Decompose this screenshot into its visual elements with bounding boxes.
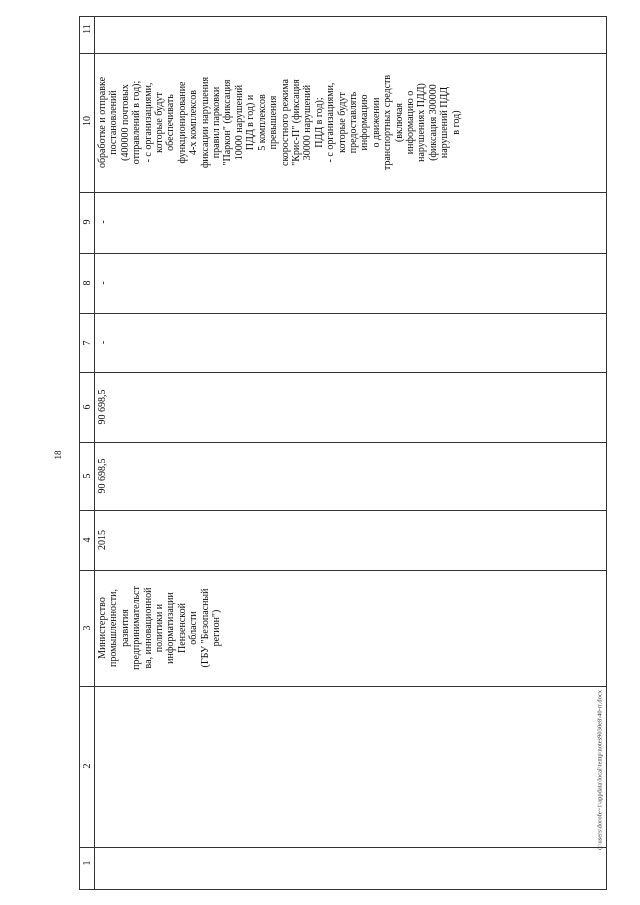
col10-text-line: - с организациями, xyxy=(142,82,154,163)
col10-text-line: в год) xyxy=(450,110,462,135)
col10-text-line: фиксации нарушения xyxy=(199,76,211,169)
cell-col11 xyxy=(95,17,607,53)
col10-text-line: нарушениях ПДД) xyxy=(416,83,428,162)
col10-text-line: (фиксация 300000 xyxy=(427,84,439,161)
cell-col8: - xyxy=(98,281,109,285)
col10-text-line: превышения xyxy=(268,95,280,150)
col10-text-line: правил парковки xyxy=(211,86,223,159)
col10-text-line: - с организациями, xyxy=(325,82,337,163)
col10-text-line: информацию о xyxy=(404,90,416,155)
col10-text-line: скоростного режима xyxy=(279,79,291,166)
col3-text-line: (ГБУ "Безопасный xyxy=(199,588,211,668)
col3-text-line: Министерство xyxy=(97,597,108,659)
cell-col4-year: 2015 xyxy=(97,530,108,550)
cell-col3-executor xyxy=(95,570,607,686)
col10-text-line: информацию xyxy=(359,94,371,151)
col10-text-line: (включая xyxy=(393,102,405,143)
column-number-8: 8 xyxy=(82,280,93,286)
col10-text-line: обеспечивать xyxy=(165,94,177,151)
col10-text-line: "Крис-П" (фиксация xyxy=(290,79,302,166)
col10-text-line: функционирование xyxy=(176,81,188,164)
cell-col6-amount: 90 698,5 xyxy=(97,389,108,425)
column-number-10: 10 xyxy=(82,116,93,126)
col10-text-line: 30000 нарушений xyxy=(302,84,314,161)
col3-text-line: промышленности, xyxy=(108,589,120,667)
col3-text-line: ва, инновационной xyxy=(142,587,154,669)
col10-text-line: ПДД в год) и xyxy=(245,94,257,151)
col10-text-line: постановлений xyxy=(108,90,120,155)
col3-text-line: развития xyxy=(119,609,131,647)
col10-text-line: 4-х комплексов xyxy=(188,90,200,155)
col10-text-line: транспортных средств xyxy=(382,74,394,171)
footer-file-path-text: c:\users\dorofe~1\appdata\local\temp\notes9030e8\40-rr.docx xyxy=(596,689,604,851)
col3-text-line: области xyxy=(188,611,200,645)
cell-col7: - xyxy=(98,340,109,345)
col10-text-line: о движении xyxy=(370,97,382,148)
col10-text-line: 10000 нарушений xyxy=(233,84,245,161)
col10-text-line: 5 комплексов xyxy=(256,94,268,151)
col3-text-line: регион") xyxy=(211,609,223,647)
column-number-9: 9 xyxy=(82,219,93,225)
column-number-2: 2 xyxy=(82,763,93,769)
column-number-6: 6 xyxy=(82,404,93,410)
col10-text-line: которые будут xyxy=(336,92,348,153)
col10-text-line: обработке и отправке xyxy=(97,76,108,169)
data-table xyxy=(79,16,607,890)
cell-col5-amount: 90 698,5 xyxy=(97,458,108,494)
column-number-4: 4 xyxy=(82,537,93,543)
col3-text-line: предпринимательст xyxy=(131,586,143,670)
column-number-1: 1 xyxy=(82,860,93,866)
col10-text-line: ПДД в год); xyxy=(313,97,325,148)
col3-text-line: политики и xyxy=(154,603,166,653)
cell-col2 xyxy=(95,686,607,847)
col10-text-line: которые будут xyxy=(154,92,166,153)
cell-col9: - xyxy=(98,220,109,224)
col10-text-line: "Паркон" (фиксация xyxy=(222,79,234,166)
col3-text-line: Пензенской xyxy=(176,603,188,653)
column-number-3: 3 xyxy=(82,625,93,631)
col10-text-line: предоставлять xyxy=(347,91,359,154)
column-number-5: 5 xyxy=(82,473,93,479)
column-number-7: 7 xyxy=(82,340,93,346)
col10-text-line: нарушений ПДД xyxy=(439,86,451,159)
col10-text-line: отправлений в год); xyxy=(131,80,143,165)
page-number: 18 xyxy=(53,450,63,460)
column-number-11: 11 xyxy=(82,24,93,34)
cell-col1 xyxy=(95,847,607,891)
cell-col10-description xyxy=(95,53,607,192)
col10-text-line: (400000 почтовых xyxy=(119,84,131,161)
col3-text-line: информатизации xyxy=(165,592,177,664)
